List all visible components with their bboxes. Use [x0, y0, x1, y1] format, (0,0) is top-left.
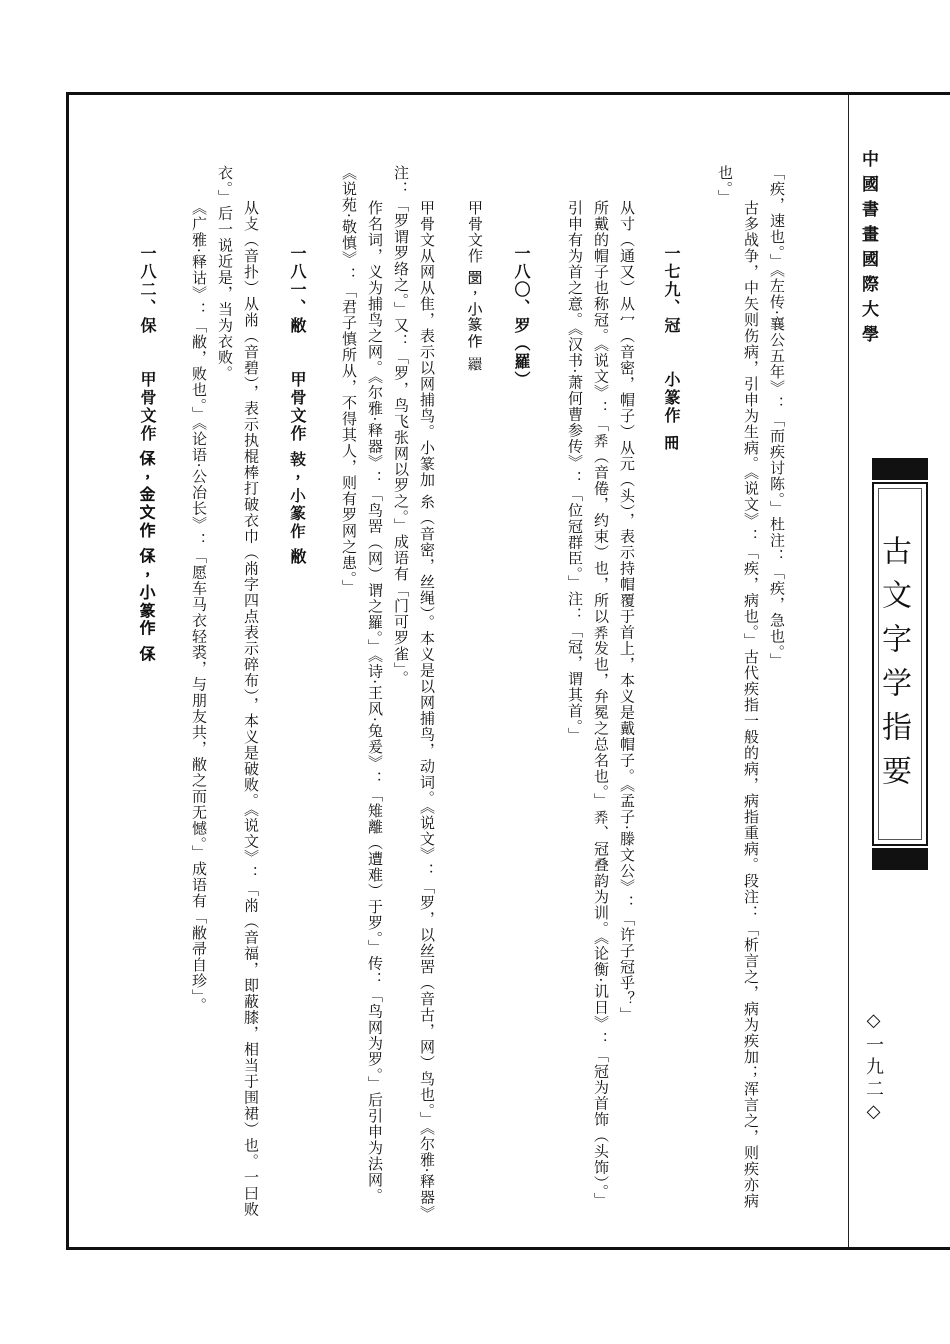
page-number: ◇一九二◇	[863, 1010, 884, 1126]
text-column: 引申有为首之意。《汉书·萧何曹参传》：「位冠群臣。」注：「冠，谓其首。」	[566, 200, 584, 744]
text-column: 所戴的帽子也称冠。《说文》：「𢍏（音倦，约束）也，所以𢍏发也，弁冕之总名也。」𢍏、冠叠韵为训。《论衡·讥日》：「冠为首饰（头饰）。」	[592, 200, 610, 1209]
text-column: 《说苑·敬慎》：「君子慎所从，不得其人，则有罗网之患。」	[340, 165, 358, 596]
sidebar-divider	[848, 95, 849, 1247]
title-bar-top	[872, 458, 928, 480]
text-column: 古多战争，中矢则伤病，引申为生病。《说文》：「疾，病也。」古代疾指一般的病，病指重病。段注：「析言之，病为疾加；浑言之，则疾亦病	[742, 200, 760, 1209]
series-title: 中國書畫國際大學	[858, 150, 878, 350]
text-column: 作名词，义为捕鸟之网。《尔雅·释器》：「鸟罟（网）谓之羅。」《诗·王风·兔爰》：「雉離（遭难）于罗。」传：「鸟网为罗。」后引申为法网。	[366, 200, 384, 1204]
entry-heading: 一八〇、罗（羅）	[512, 245, 531, 389]
text-column: 注：「罗谓罗络之。」又：「罗，鸟飞张网以罗之。」成语有「门可罗雀」。	[392, 165, 410, 687]
title-bar-bottom	[872, 848, 928, 870]
text-column: 从攴（音扑）从㡀（音碧），表示执棍棒打破衣巾（㡀字四点表示碎布），本义是破败。《说文》：「㡀（音福，即蔽膝，相当于围裙）也。一曰败	[242, 200, 260, 1218]
text-column: 从寸（通又）从冖（音密，帽子）从元（头），表示持帽覆于首上，本义是戴帽子。《孟子·滕文公》：「许子冠乎？」	[618, 200, 636, 1023]
entry-heading: 一八二、保 甲骨文作 𠈃，金文作 𠈃，小篆作 𠈃	[138, 245, 157, 664]
text-column: 《广雅·释诂》：「敝，败也。」《论语·公冶长》：「愿车马衣轻裘，与朋友共，敝之而无憾。」成语有「敝帚自珍」。	[190, 200, 208, 1014]
text-column: 「疾，速也。」《左传·襄公五年》：「而疾讨陈。」杜注：「疾，急也。」	[768, 165, 786, 669]
book-title: 古文字学指要	[876, 535, 911, 799]
text-column: 也。」	[716, 165, 734, 206]
entry-heading: 一七九、冠 小篆作 𠕁	[662, 245, 681, 451]
text-column: 甲骨文从网从隹，表示以网捕鸟。小篆加 糸（音密，丝绳）。本义是以网捕鸟，动词。《说文》：「罗，以丝罟（音古，网）鸟也。」《尔雅·释器》	[418, 200, 436, 1222]
text-column: 甲骨文作 𦊔，小篆作 𦌾	[466, 200, 484, 372]
text-column: 衣。」后一说近是，当为衣败。	[216, 165, 234, 382]
entry-heading: 一八一、敝 甲骨文作 𢻏，小篆作 敝	[288, 245, 307, 567]
